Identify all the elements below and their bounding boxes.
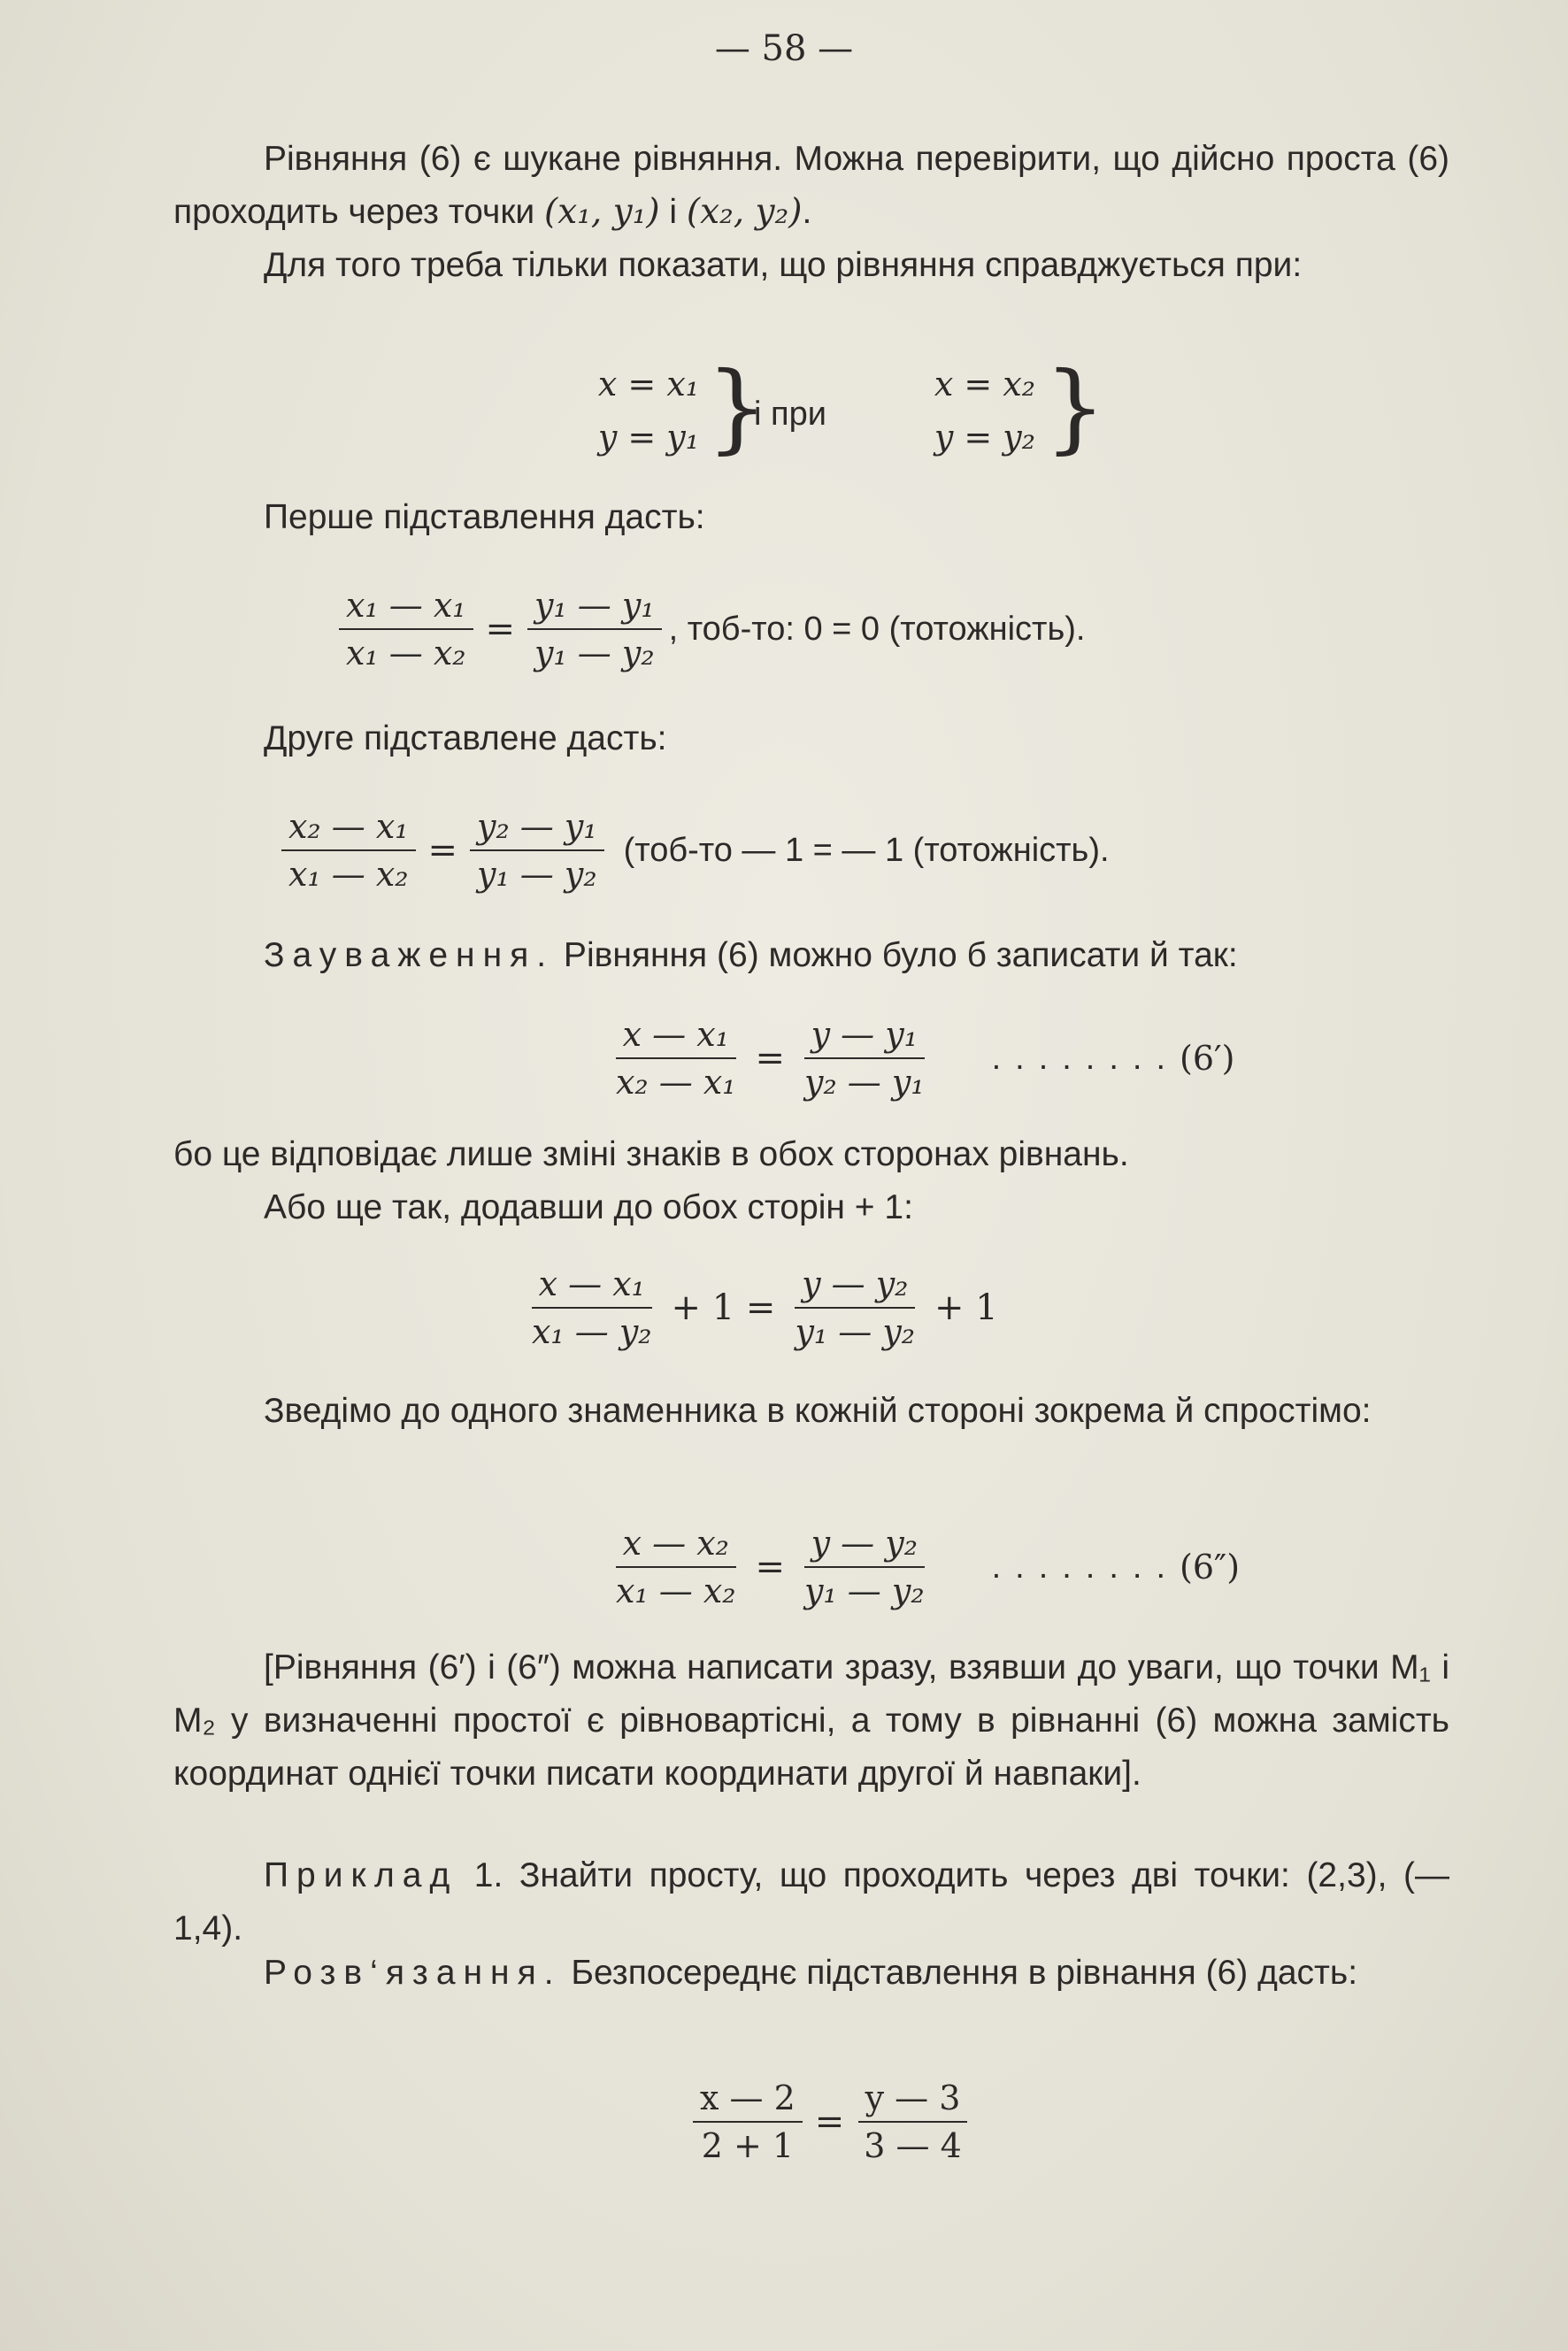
- paragraph-equation-6: [173, 133, 1449, 292]
- plus-one: + 1: [934, 1287, 998, 1328]
- numerator: x — x₁: [532, 1261, 652, 1309]
- point-2: (x₂, y₂): [686, 192, 803, 232]
- denominator: y₁ — y₂: [534, 634, 655, 672]
- denominator: y₁ — y₂: [477, 855, 597, 894]
- leader-dots: ........: [991, 1039, 1180, 1077]
- numerator: y — y₂: [795, 1261, 915, 1309]
- numerator: x — x₂: [616, 1520, 736, 1568]
- equation-comment: , тоб-то: 0 = 0 (тотожність).: [668, 610, 1086, 648]
- denominator: x₁ — x₂: [288, 855, 409, 894]
- system-row-y2: y = y₂: [934, 418, 1035, 457]
- numerator: y₂ — y₁: [470, 803, 604, 851]
- page-number: — 58 —: [714, 28, 854, 69]
- fraction-right: [527, 582, 662, 676]
- fraction-left: [609, 1520, 743, 1614]
- paragraph-text: Рівняння (6) є шукане рівняння. Можна перевірити, що дійсно проста (6) проходить через точки: [173, 140, 1449, 231]
- equation-6-double-prime: [602, 1520, 1456, 1614]
- numerator: x — x₁: [616, 1011, 736, 1059]
- system-row-y1: y = y₁: [597, 418, 699, 457]
- example-label: Приклад: [264, 1856, 458, 1894]
- equals-sign: =: [427, 830, 458, 871]
- paragraph-check: Для того треба тільки показати, що рівняння справджується при:: [264, 246, 1303, 284]
- equation-add-one: [518, 1261, 1003, 1355]
- paragraph-solution: [173, 1947, 1449, 2000]
- numerator: y — y₂: [804, 1520, 925, 1568]
- substitution-system: [566, 350, 1106, 473]
- equation-6-prime: [602, 1011, 1456, 1105]
- denominator: x₂ — x₁: [616, 1063, 736, 1102]
- numerator: y — 3: [858, 2075, 968, 2123]
- numerator: y — y₁: [804, 1011, 925, 1059]
- equation-example: [686, 2075, 976, 2169]
- period: .: [802, 193, 812, 231]
- paragraph-second-substitution: Друге підставлене дасть:: [264, 719, 667, 757]
- equals-sign: =: [755, 1547, 786, 1587]
- paragraph-remark: [173, 929, 1449, 982]
- fraction-left: [339, 582, 473, 676]
- equation-first-substitution: [332, 582, 1085, 676]
- system-row-x2: x = x₂: [934, 365, 1035, 403]
- equation-comment: (тоб-то — 1 = — 1 (тотожність).: [623, 831, 1110, 869]
- right-brace-2: }: [1044, 350, 1106, 464]
- denominator: y₁ — y₂: [804, 1571, 925, 1610]
- fraction-right: [797, 1520, 932, 1614]
- fraction-right: [857, 2075, 969, 2169]
- paragraph-text: бо це відповідає лише зміні знаків в обох сторонах рівнань.: [173, 1135, 1129, 1173]
- numerator: x₂ — x₁: [281, 803, 416, 851]
- numerator: y₁ — y₁: [527, 582, 662, 630]
- system-row-x1: x = x₁: [597, 365, 699, 403]
- fraction-right: [788, 1261, 922, 1355]
- denominator: 3 — 4: [864, 2126, 962, 2165]
- paragraph-sign-change: [173, 1128, 1449, 1234]
- paragraph-common-denominator: [173, 1385, 1449, 1438]
- right-brace-1: }: [706, 350, 768, 464]
- remark-text: Рівняння (6) можно було б записати й так:: [554, 936, 1238, 974]
- fraction-left: [693, 2075, 803, 2169]
- example-text: 1. Знайти просту, що проходить через дві точки: (2,3), (— 1,4).: [173, 1856, 1449, 1948]
- fraction-left: [525, 1261, 659, 1355]
- equals-sign: =: [755, 1038, 786, 1079]
- equation-second-substitution: [274, 803, 1110, 897]
- paragraph-example: [173, 1849, 1449, 1955]
- plus-one-equals: + 1 =: [671, 1287, 776, 1328]
- equation-tag: (6″): [1180, 1548, 1241, 1587]
- fraction-right: [797, 1011, 932, 1105]
- solution-text: Безпосереднє підставлення в рівнання (6) дасть:: [561, 1954, 1358, 1992]
- paragraph-add-one: Або ще так, додавши до обох сторін + 1:: [264, 1188, 913, 1226]
- conjunction: і: [659, 193, 687, 231]
- denominator: x₁ — x₂: [616, 1571, 736, 1610]
- fraction-right: [470, 803, 604, 897]
- denominator: y₂ — y₁: [804, 1063, 925, 1102]
- denominator: x₁ — y₂: [532, 1312, 652, 1351]
- solution-label: Розв‘язання.: [264, 1954, 562, 1992]
- paragraph-first-substitution: Перше підставлення дасть:: [264, 498, 705, 536]
- point-1: (x₁, y₁): [544, 192, 660, 232]
- paragraph-text: Зведімо до одного знаменника в кожній стороні зокрема й спростімо:: [264, 1392, 1372, 1430]
- leader-dots: ........: [991, 1548, 1180, 1586]
- numerator: x₁ — x₁: [339, 582, 473, 630]
- equals-sign: =: [814, 2101, 845, 2142]
- paragraph-bracket-note: [173, 1641, 1449, 1801]
- fraction-left: [609, 1011, 743, 1105]
- remark-label: Зауваження.: [264, 936, 555, 974]
- numerator: x — 2: [693, 2075, 803, 2123]
- equals-sign: =: [485, 609, 516, 649]
- denominator: y₁ — y₂: [795, 1312, 916, 1351]
- denominator: x₁ — x₂: [346, 634, 466, 672]
- denominator: 2 + 1: [701, 2126, 795, 2165]
- fraction-left: [281, 803, 416, 897]
- system-connector: і при: [754, 396, 826, 433]
- paragraph-text: [Рівняння (6′) і (6″) можна написати зразу, взявши до уваги, що точки M₁ і M₂ у визначенні простої є рівновартісні, а тому в рівнанні (6) можна замість координат однієї точки писати координати другої й навпаки].: [173, 1648, 1449, 1793]
- equation-tag: (6′): [1180, 1039, 1235, 1078]
